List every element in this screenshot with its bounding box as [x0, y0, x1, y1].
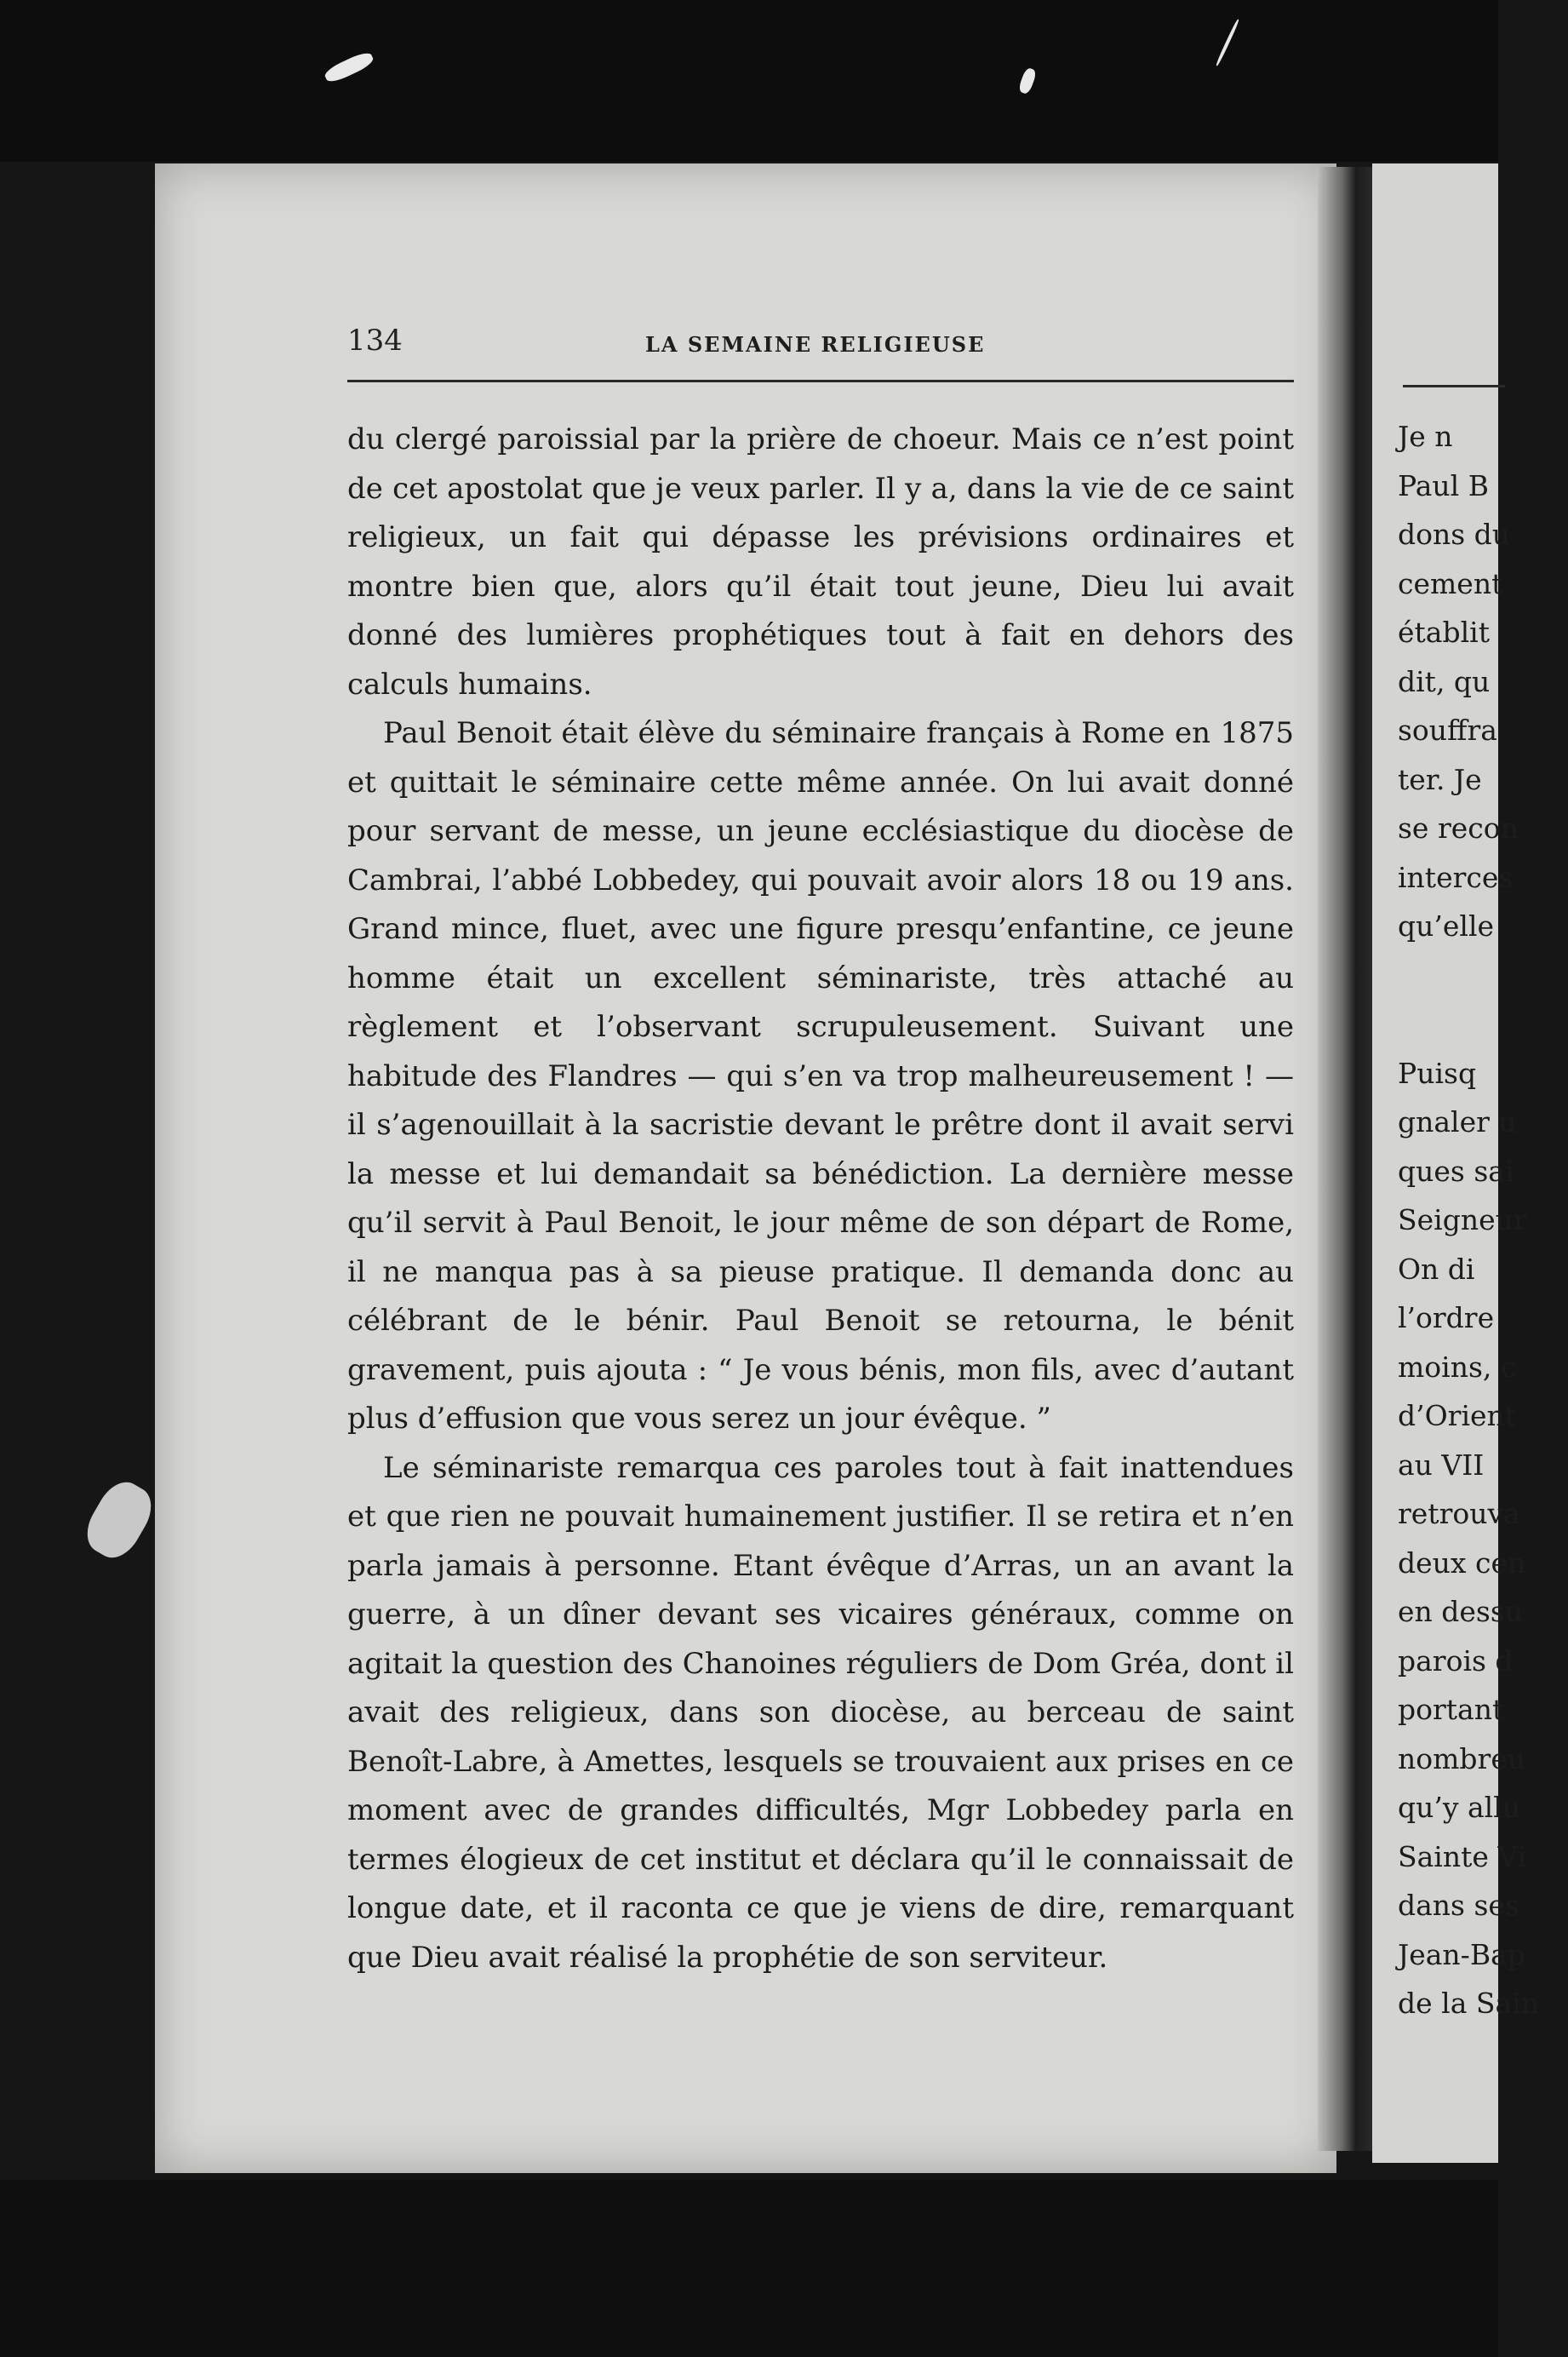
facing-page-line: établit: [1398, 616, 1490, 649]
page-header: [347, 324, 1294, 375]
facing-page-line: dit, qu: [1398, 664, 1491, 698]
facing-page-line: moins, c: [1398, 1350, 1517, 1384]
facing-page-line: se recon: [1398, 811, 1519, 845]
facing-page-line: en dessu: [1398, 1595, 1524, 1628]
facing-page-line: dons du: [1398, 518, 1511, 551]
facing-page-line: Puisq: [1398, 1056, 1477, 1090]
facing-page-line: gnaler u: [1398, 1105, 1517, 1138]
facing-page-line: d’Orient: [1398, 1399, 1517, 1432]
dust-speck: [78, 1474, 161, 1566]
facing-page-line: Seigneur: [1398, 1203, 1527, 1236]
facing-page-line: interces: [1398, 860, 1514, 894]
facing-page-line: qu’y allu: [1398, 1791, 1521, 1824]
paragraph: Le séminariste remarqua ces paroles tout à fait inattendues et que rien ne pouvait humainement justifier. Il se retira et n’en parla jamais à personne. Etant évêque d’Arras, un an avant la guerre, à un dîner devant ses vicaires généraux, comme on agitait la question des Chanoines réguliers de Dom Gréa, dont il avait des religieux, dans son diocèse, au berceau de saint Benoît-Labre, à Amettes, lesquels se trouvaient aux prises en ce moment avec de grandes difficultés, Mgr Lobbedey parla en termes élogieux de cet institut et déclara qu’il le connaissait de longue date, et il raconta ce que je viens de dire, remarquant que Dieu avait réalisé la prophétie de son serviteur.: [347, 1450, 1294, 1975]
facing-page-line: Jean-Bap: [1398, 1937, 1525, 1971]
facing-page-line: On di: [1398, 1252, 1475, 1286]
facing-page-line: cement: [1398, 566, 1503, 600]
film-top-margin: [0, 0, 1498, 162]
facing-page-line: [1398, 951, 1568, 1049]
facing-page-line: Paul B: [1398, 468, 1489, 502]
facing-page-line: parois d: [1398, 1643, 1514, 1677]
facing-page-line: qu’elle: [1398, 909, 1495, 943]
running-title: LA SEMAINE RELIGIEUSE: [645, 332, 986, 357]
facing-page-text: [1398, 412, 1568, 2028]
facing-page-line: l’ordre: [1398, 1301, 1495, 1334]
facing-page-line: de la Sain: [1398, 1987, 1539, 2020]
facing-page-line: ter. Je: [1398, 762, 1482, 796]
facing-page-line: retrouva: [1398, 1497, 1520, 1530]
book-gutter: [1318, 167, 1372, 2151]
facing-page: [1372, 163, 1539, 2163]
film-bottom-margin: [0, 2180, 1498, 2357]
body-text: [347, 416, 1294, 1982]
facing-page-line: nombreu: [1398, 1741, 1526, 1775]
facing-page-line: souffra: [1398, 714, 1497, 747]
facing-page-line: dans ses: [1398, 1889, 1519, 1922]
paragraph: Paul Benoit était élève du séminaire français à Rome en 1875 et quittait le séminaire cette même année. On lui avait donné pour servant de messe, un jeune ecclésiastique du diocèse de Cambrai, l’abbé Lobbedey, qui pouvait avoir alors 18 ou 19 ans. Grand mince, fluet, avec une figure presqu’enfantine, ce jeune homme était un excellent séminariste, très attaché au règlement et l’observant scrupuleusement. Suivant une habitude des Flandres — qui s’en va trop malheureusement ! — il s’agenouillait à la sacristie devant le prêtre dont il avait servi la messe et lui demandait sa bénédiction. La dernière messe qu’il servit à Paul Benoit, le jour même de son départ de Rome, il ne manqua pas à sa pieuse pratique. Il demanda donc au célébrant de le bénir. Paul Benoit se retourna, le bénit gravement, puis ajouta : “ Je vous bénis, mon fils, avec d’autant plus d’effusion que vous serez un jour évêque. ”: [347, 716, 1294, 1436]
facing-page-line: Sainte Vi: [1398, 1839, 1527, 1873]
header-rule: [347, 380, 1294, 382]
facing-page-line: portant: [1398, 1693, 1504, 1726]
facing-page-line: deux cen: [1398, 1546, 1526, 1580]
paragraph: du clergé paroissial par la prière de choeur. Mais ce n’est point de cet apostolat que je veux parler. Il y a, dans la vie de ce saint religieux, un fait qui dépasse les prévisions ordinaires et montre bien que, alors qu’il était tout jeune, Dieu lui avait donné des lumières prophétiques tout à fait en dehors des calculs humains.: [347, 422, 1294, 702]
facing-page-line: ques sai: [1398, 1154, 1514, 1188]
facing-page-line: Je n: [1398, 420, 1453, 453]
facing-page-header-rule: [1403, 385, 1505, 387]
facing-page-line: au VII: [1398, 1448, 1485, 1482]
page-number: 134: [347, 324, 403, 358]
